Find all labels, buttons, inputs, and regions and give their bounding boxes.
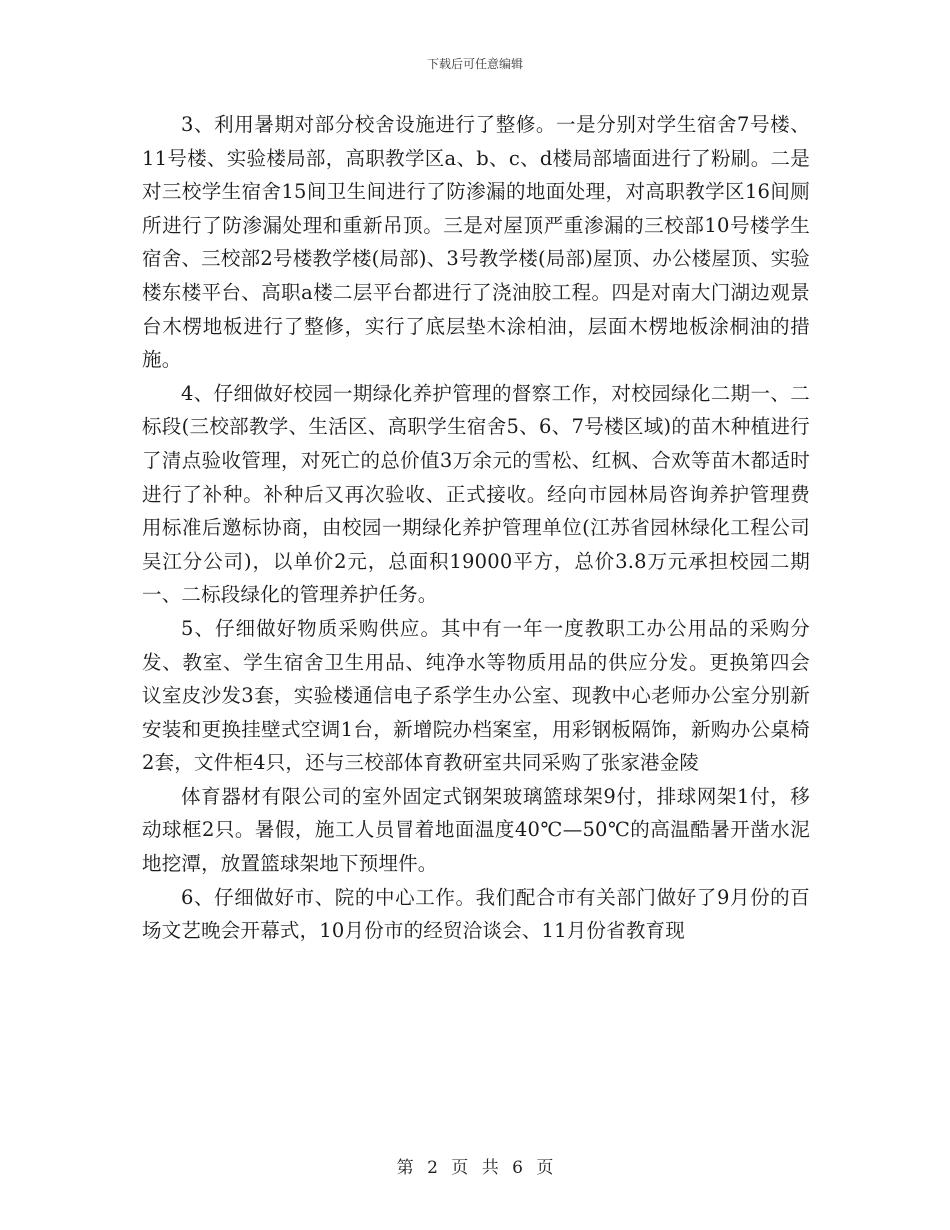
current-page-number: 2 [427, 1158, 438, 1178]
page-header: 下载后可任意编辑 [426, 57, 523, 71]
paragraph-continuation: 体育器材有限公司的室外固定式钢架玻璃篮球架9付，排球网架1付，移动球框2只。暑假，施工人员冒着地面温度40℃—50℃的高温酷暑开凿水泥地挖潭，放置篮球架地下预埋件。 [142, 784, 810, 876]
footer-suffix: 页 [536, 1158, 554, 1178]
footer-of-word: 共 [481, 1158, 499, 1178]
paragraph-item-6: 6、仔细做好市、院的中心工作。我们配合市有关部门做好了9月份的百场文艺晚会开幕式，10月份市的经贸洽谈会、11月份省教育现 [142, 885, 810, 943]
footer-prefix: 第 [396, 1158, 414, 1178]
total-page-count: 6 [512, 1158, 523, 1178]
paragraph-item-5: 5、仔细做好物质采购供应。其中有一年一度教职工办公用品的采购分发、教室、学生宿舍卫生用品、纯净水等物质用品的供应分发。更换第四会议室皮沙发3套，实验楼通信电子系学生办公室、现教中心老师办公室分别新安装和更换挂壁式空调1台，新增院办档案室，用彩钢板隔饰，新购办公桌椅2套，文件柜4只，还与三校部体育教研室共同采购了张家港金陵 [142, 616, 810, 775]
paragraph-item-3: 3、利用暑期对部分校舍设施进行了整修。一是分别对学生宿舍7号楼、11号楼、实验楼局部，高职教学区a、b、c、d楼局部墙面进行了粉刷。二是对三校学生宿舍15间卫生间进行了防渗漏的地面处理，对高职教学区16间厕所进行了防渗漏处理和重新吊顶。三是对屋顶严重渗漏的三校部10号楼学生宿舍、三校部2号楼教学楼(局部)、3号教学楼(局部)屋顶、办公楼屋顶、实验楼东楼平台、高职a楼二层平台都进行了浇油胶工程。四是对南大门湖边观景台木楞地板进行了整修，实行了底层垫木涂柏油，层面木楞地板涂桐油的措施。 [142, 113, 810, 372]
paragraph-item-4: 4、仔细做好校园一期绿化养护管理的督察工作，对校园绿化二期一、二标段(三校部教学、生活区、高职学生宿舍5、6、7号楼区域)的苗木种植进行了清点验收管理，对死亡的总价值3万余元的雪松、红枫、合欢等苗木都适时进行了补种。补种后又再次验收、正式接收。经向市园林局咨询养护管理费用标准后邀标协商，由校园一期绿化养护管理单位(江苏省园林绿化工程公司吴江分公司)，以单价2元，总面积19000平方，总价3.8万元承担校园二期一、二标段绿化的管理养护任务。 [142, 381, 810, 607]
document-body [142, 108, 810, 948]
footer-page-word: 页 [451, 1158, 469, 1178]
page-footer [0, 1153, 950, 1178]
